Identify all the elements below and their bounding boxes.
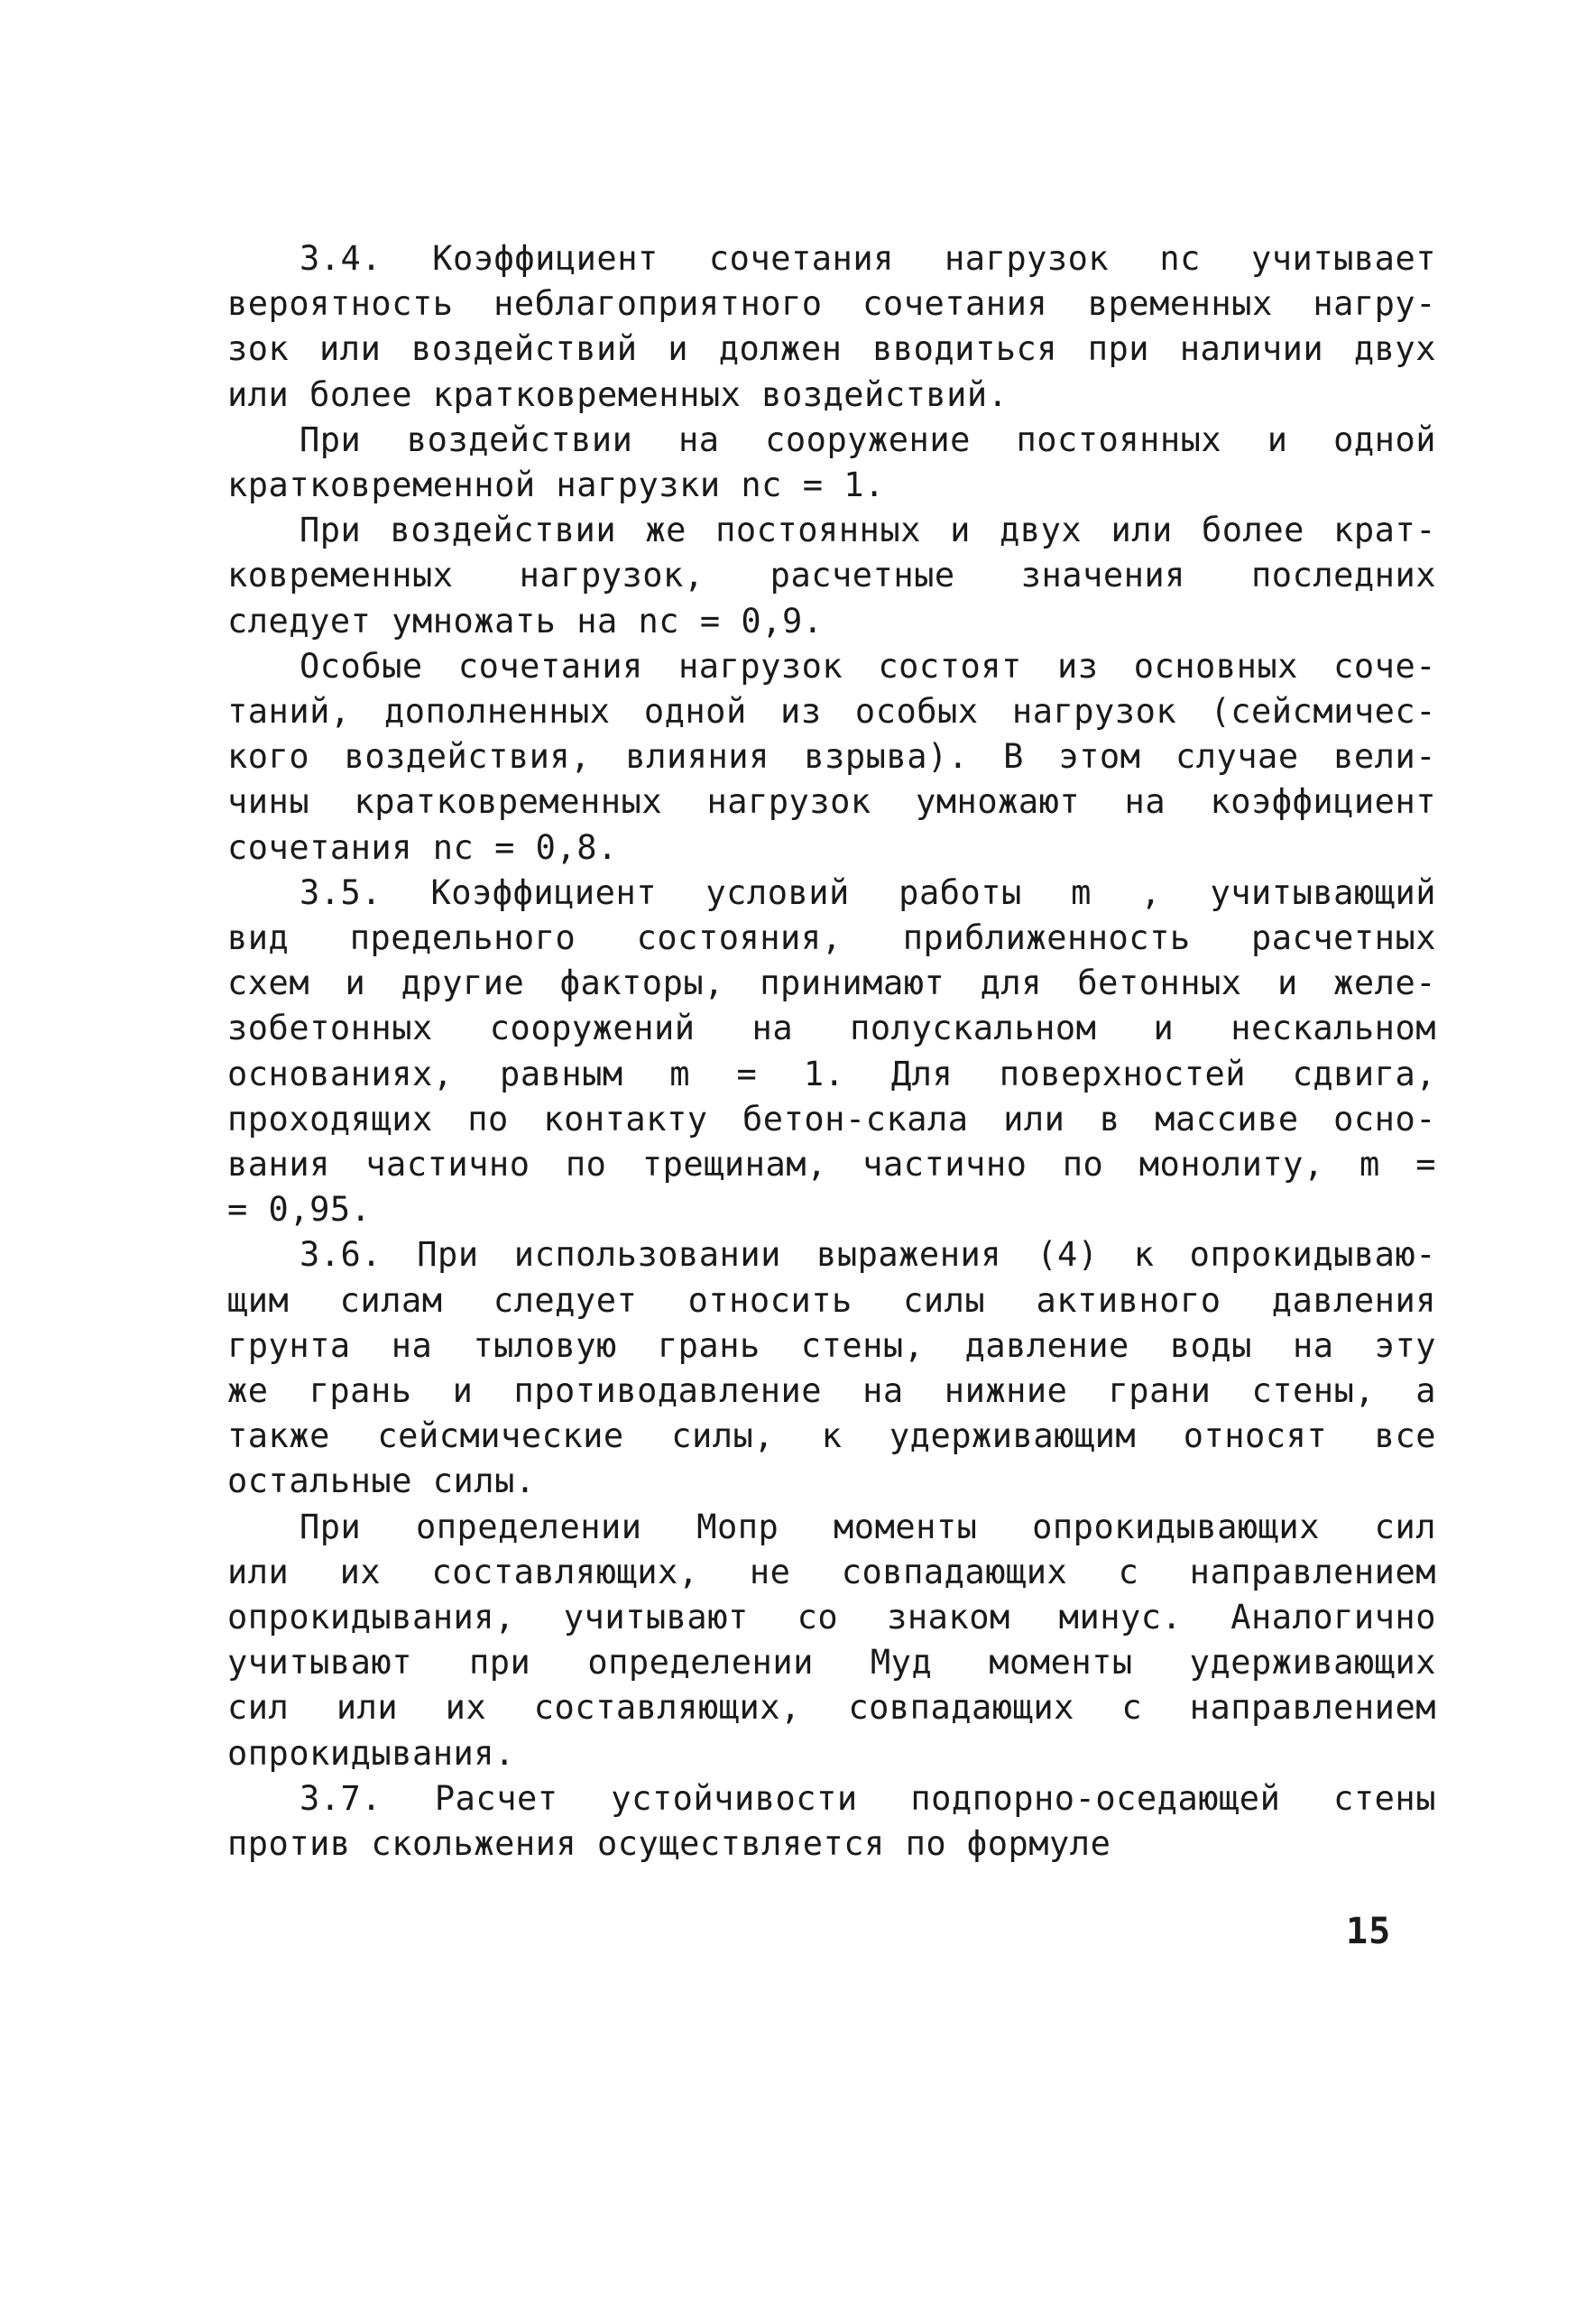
text-line: чины кратковременных нагрузок умножают на коэффициент [227, 782, 1436, 822]
text-line: таний, дополненных одной из особых нагрузок (сейсмичес- [227, 692, 1436, 731]
text-line: При воздействии на сооружение постоянных и одной [300, 420, 1436, 459]
text-line: кого воздействия, влияния взрыва). В этом случае вели- [227, 737, 1436, 777]
text-line: также сейсмические силы, к удерживающим относят все [227, 1416, 1436, 1456]
text-line: вероятность неблагоприятного сочетания временных нагру- [227, 284, 1436, 324]
text-line: грунта на тыловую грань стены, давление воды на эту [227, 1325, 1436, 1365]
text-line: щим силам следует относить силы активного давления [227, 1280, 1436, 1320]
text-line: учитывают при определении Mуд моменты удерживающих [227, 1643, 1436, 1683]
text-line: вид предельного состояния, приближенность расчетных [227, 918, 1436, 957]
text-line: остальные силы. [227, 1462, 536, 1501]
text-line: зобетонных сооружений на полускальном и нескальном [227, 1009, 1436, 1048]
text-line: ковременных нагрузок, расчетные значения последних [227, 556, 1436, 595]
text-line: или их составляющих, не совпадающих с направлением [227, 1552, 1436, 1591]
text-line: сочетания nс = 0,8. [227, 827, 618, 867]
text-line: кратковременной нагрузки nс = 1. [227, 466, 885, 504]
text-line: схем и другие факторы, принимают для бетонных и желе- [227, 964, 1436, 1003]
text-line: или более кратковременных воздействий. [227, 374, 1009, 414]
text-line: 3.4. Коэффициент сочетания нагрузок nс учитывает [300, 239, 1436, 278]
text-line: 3.7. Расчет устойчивости подпорно-оседающей стены [300, 1778, 1436, 1818]
text-line: зок или воздействий и должен вводиться при наличии двух [227, 329, 1436, 369]
text-line: = 0,95. [227, 1190, 372, 1230]
text-line: против скольжения осуществляется по формуле [227, 1824, 1111, 1863]
text-line: 3.5. Коэффициент условий работы m , учитывающий [300, 872, 1436, 912]
text-line: опрокидывания. [227, 1733, 515, 1773]
text-line: следует умножать на nс = 0,9. [227, 601, 824, 641]
page-number: 15 [1346, 1911, 1392, 1952]
text-line: же грань и противодавление на нижние грани стены, а [227, 1371, 1436, 1410]
text-line: Особые сочетания нагрузок состоят из основных соче- [300, 646, 1436, 686]
text-line: вания частично по трещинам, частично по монолиту, m = [227, 1145, 1436, 1184]
text-line: проходящих по контакту бетон-скала или в массиве осно- [227, 1099, 1436, 1139]
text-line: опрокидывания, учитывают со знаком минус. Аналогично [227, 1598, 1436, 1637]
text-line: основаниях, равным m = 1. Для поверхностей сдвига, [227, 1054, 1436, 1093]
text-line: сил или их составляющих, совпадающих с направлением [227, 1688, 1436, 1728]
text-line: 3.6. При использовании выражения (4) к опрокидываю- [300, 1235, 1436, 1275]
text-line: При определении Mопр моменты опрокидывающих сил [300, 1507, 1436, 1546]
text-line: При воздействии же постоянных и двух или более крат- [300, 511, 1436, 550]
